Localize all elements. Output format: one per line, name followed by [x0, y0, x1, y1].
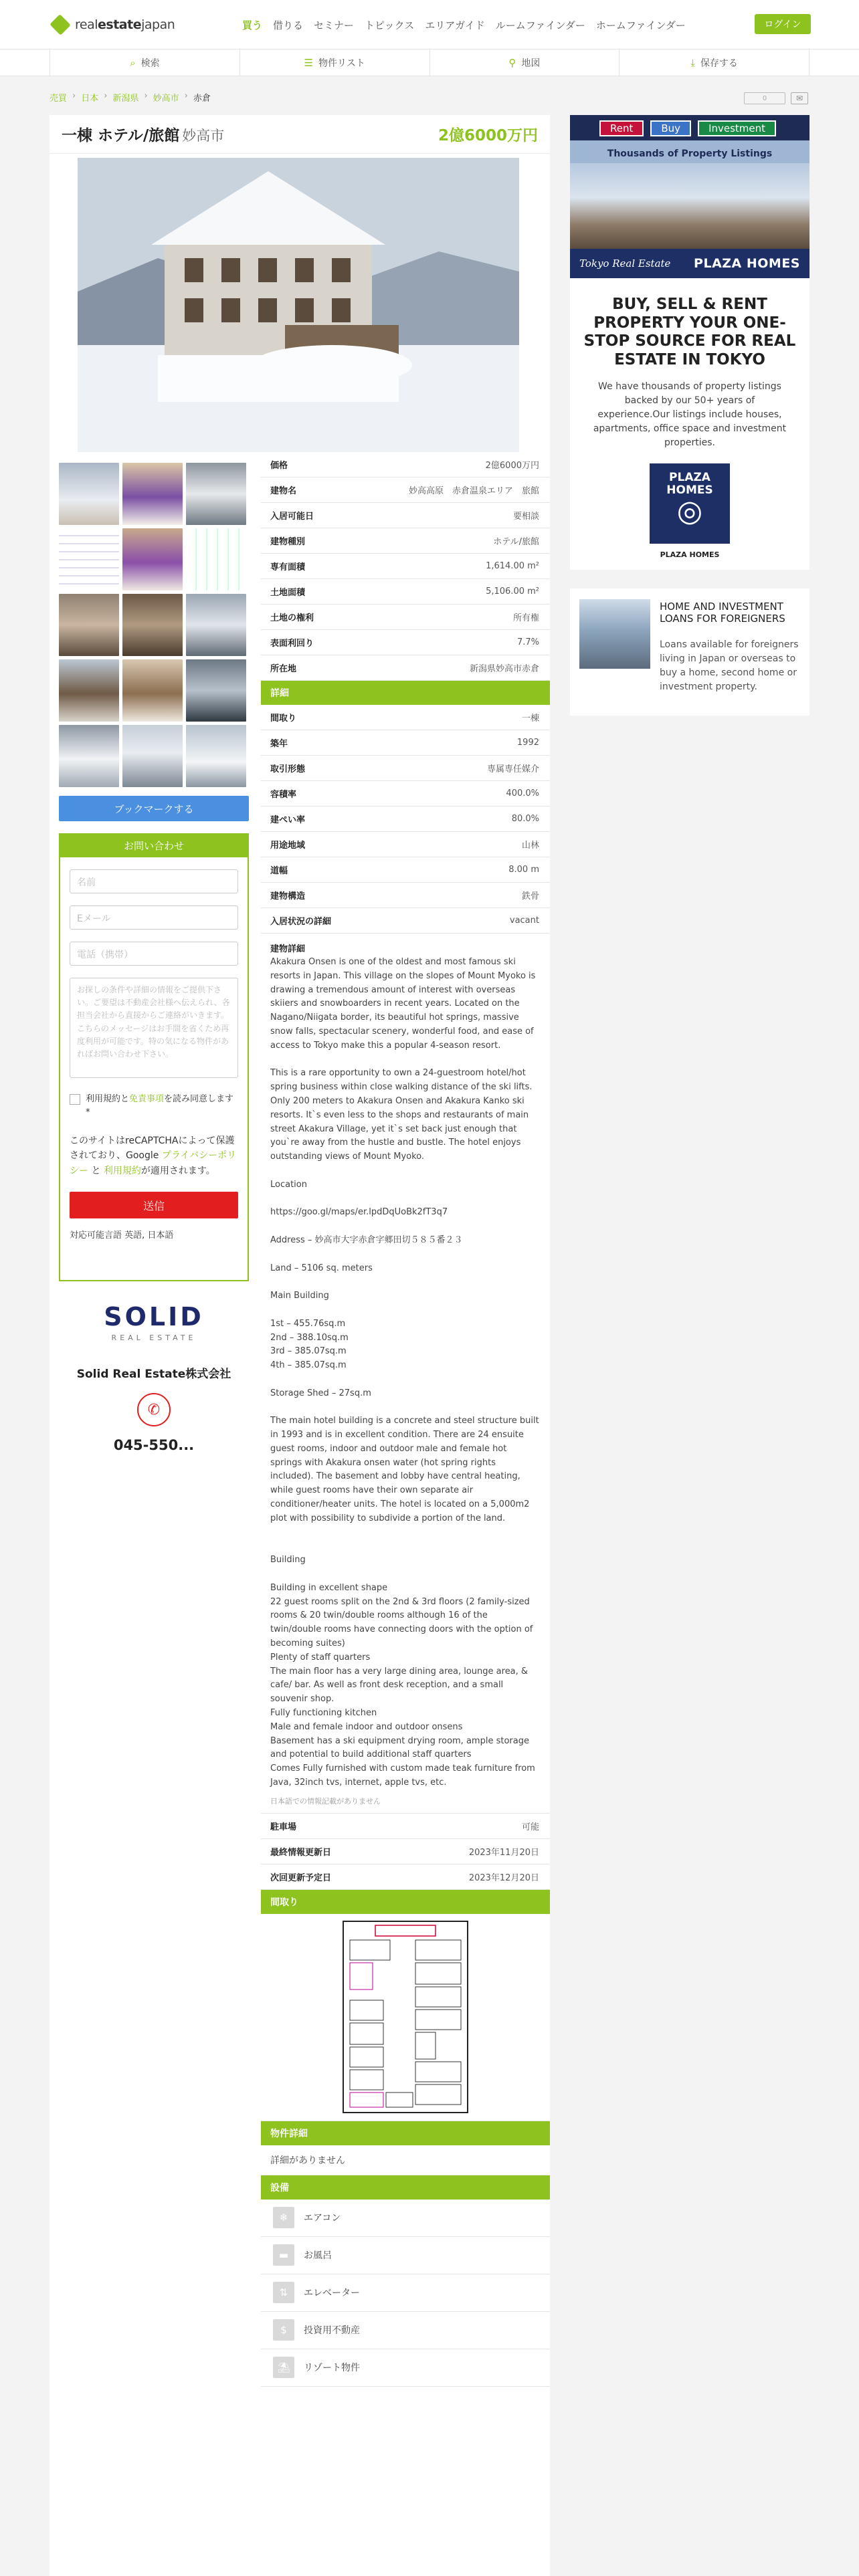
detail-row	[261, 730, 550, 756]
detail-row	[261, 832, 550, 857]
feature-item: ❄ エアコン	[261, 2199, 550, 2237]
detail-row	[261, 554, 550, 579]
agent-card	[59, 1299, 249, 1453]
agent-logo[interactable]	[94, 1299, 214, 1346]
feature-item: ⛱ リゾート物件	[261, 2349, 550, 2387]
detail-row	[261, 781, 550, 807]
detail-row	[261, 807, 550, 832]
loan-ad-body: Loans available for foreigners living in Japan or overseas to buy a home, second home or investment property.	[660, 639, 799, 692]
phone-field[interactable]: 電話（携帯）	[70, 942, 238, 966]
detail-row	[261, 1839, 550, 1864]
detail-row	[261, 579, 550, 605]
detail-key: 駐車場	[270, 1822, 297, 1832]
detail-value: 新潟県妙高市赤倉	[469, 664, 539, 674]
contact-form	[59, 833, 249, 1281]
description-note: 日本語での情報記載がありません	[261, 1796, 550, 1814]
nav-item-topics[interactable]: トピックス	[365, 19, 415, 31]
nav-item-seminar[interactable]: セミナー	[314, 19, 355, 31]
gallery-thumbnail[interactable]	[186, 463, 246, 525]
detail-value: 7.7%	[516, 637, 539, 647]
svg-text:SOLID: SOLID	[104, 1302, 204, 1331]
nav-item-home-finder[interactable]: ホームファインダー	[595, 19, 686, 31]
agent-name: Solid Real Estate株式会社	[76, 1368, 231, 1381]
detail-key: 道幅	[270, 866, 288, 876]
share-bar	[744, 92, 808, 104]
main-photo[interactable]	[78, 158, 519, 452]
gallery-thumbnail[interactable]	[59, 659, 119, 722]
svg-text:REAL ESTATE: REAL ESTATE	[111, 1333, 197, 1342]
detail-value: 5,106.00 m²	[486, 586, 539, 597]
detail-key: 取引形態	[270, 764, 306, 774]
detail-key: 所在地	[270, 664, 297, 674]
loan-ad-image	[579, 599, 650, 669]
resort-icon: ⛱	[273, 2357, 294, 2378]
detail-key: 間取り	[270, 714, 297, 724]
feature-item: ▬ お風呂	[261, 2237, 550, 2274]
detail-key: 築年	[270, 739, 288, 749]
detail-key: 土地面積	[270, 588, 306, 598]
ad-tab-rent[interactable]: Rent	[599, 120, 644, 136]
detail-key: 専有面積	[270, 562, 306, 572]
phone-icon[interactable]: ✆	[137, 1393, 171, 1426]
listing-price: 2億6000万円	[438, 127, 538, 144]
detail-key: 容積率	[270, 790, 297, 800]
detail-value: 80.0%	[511, 814, 539, 824]
detail-value: 要相談	[512, 512, 539, 522]
detail-value: 妙高高原 赤倉温泉エリア 旅館	[408, 486, 539, 496]
gallery-thumbnail[interactable]	[186, 659, 246, 722]
detail-value: 2023年12月20日	[468, 1872, 539, 1883]
detail-value: 一棟	[521, 714, 539, 724]
detail-row	[261, 857, 550, 883]
breadcrumb-item[interactable]: 日本	[81, 94, 99, 104]
detail-key: 土地の権利	[270, 613, 314, 623]
ad-headline: BUY, SELL & RENT PROPERTY YOUR ONE-STOP SOURCE FOR REAL ESTATE IN TOKYO	[583, 296, 796, 368]
nav-item-rent[interactable]: 借りる	[273, 19, 304, 31]
detail-value: 鉄骨	[521, 891, 539, 901]
detail-key: 入居状況の詳細	[270, 917, 332, 927]
property-details	[261, 452, 550, 2387]
detail-value: 400.0%	[506, 788, 539, 798]
tool-search[interactable]: ⌕ 検索	[50, 49, 240, 76]
detail-key: 建物種別	[270, 537, 306, 547]
detail-row	[261, 883, 550, 908]
detail-key: 入居可能日	[270, 512, 314, 522]
ad-logo-caption: PLAZA HOMES	[660, 550, 720, 560]
detail-key: 用途地域	[270, 841, 306, 851]
thumbnail-gallery	[59, 463, 246, 787]
main-nav	[242, 18, 686, 32]
breadcrumb-item[interactable]: 新潟県	[112, 94, 139, 104]
detail-key: 建物構造	[270, 891, 306, 901]
privacy-link[interactable]: プライバシーポリシー	[70, 1150, 237, 1176]
detail-value: 専属専任媒介	[486, 764, 539, 774]
detail-value: ホテル/旅館	[493, 537, 539, 547]
detail-row	[261, 655, 550, 681]
email-field[interactable]: Eメール	[70, 905, 238, 930]
snowflake-icon: ❄	[273, 2207, 294, 2228]
page-title: 一棟 ホテル/旅館 妙高市	[62, 127, 225, 144]
terms-checkbox[interactable]	[70, 1094, 80, 1105]
listing-header	[50, 115, 550, 154]
loan-ad-title: HOME AND INVESTMENT LOANS FOR FOREIGNERS	[660, 601, 785, 625]
elevator-icon: ⇅	[273, 2282, 294, 2303]
gallery-thumbnail[interactable]	[186, 528, 246, 591]
search-icon: ⌕	[130, 56, 136, 69]
bookmark-button[interactable]: ブックマークする	[59, 796, 249, 821]
mail-icon[interactable]: ✉	[791, 92, 808, 104]
breadcrumb-item[interactable]: 妙高市	[153, 94, 179, 104]
detail-row	[261, 528, 550, 554]
detail-key: 次回更新予定日	[270, 1872, 332, 1883]
nav-item-room-finder[interactable]: ルームファインダー	[495, 19, 585, 31]
feature-item: $ 投資用不動産	[261, 2312, 550, 2349]
section-header-equipment: 設備	[261, 2175, 550, 2199]
site-logo[interactable]: realestatejapan	[50, 15, 175, 35]
detail-value: vacant	[509, 916, 539, 926]
detail-row	[261, 756, 550, 781]
agent-phone[interactable]: 045-550...	[113, 1437, 195, 1453]
terms-agreement: 利用規約と免責事項を読み同意します *	[70, 1093, 238, 1119]
detail-value: 2023年11月20日	[468, 1847, 539, 1858]
list-icon: ☰	[304, 56, 313, 69]
detail-value: 山林	[521, 841, 539, 851]
follow-button[interactable]: 0	[744, 92, 785, 104]
detail-key: 最終情報更新日	[270, 1847, 332, 1858]
detail-value: 2億6000万円	[485, 461, 539, 471]
breadcrumb-current: 赤倉	[193, 94, 211, 104]
section-header-floorplan: 間取り	[261, 1890, 550, 1914]
download-icon: ⤓	[690, 56, 695, 69]
gallery-thumbnail[interactable]	[122, 463, 183, 525]
ad-body: We have thousands of property listings backed by our 50+ years of experience.Our listings include houses, apartments, office space and investment properties.	[593, 381, 787, 449]
logo-mark-icon	[50, 14, 71, 35]
message-field[interactable]: お探しの条件や詳細の情報をご提供下さい。ご要望は不動産会社様へ伝えられ、各担当会社から直接からご連絡がいきます。こちらのメッセージはお手間を省くため再度利用が可能です。特の気になる物件があればお問い合わせ下さい。	[70, 978, 238, 1078]
floor-plan-image[interactable]	[261, 1914, 550, 2121]
detail-key: 表面利回り	[270, 639, 314, 649]
loan-ad[interactable]	[570, 588, 809, 716]
login-button[interactable]: ログイン	[755, 14, 811, 34]
nav-item-buy[interactable]: 買う	[242, 19, 263, 31]
name-field[interactable]: 名前	[70, 869, 238, 893]
tool-listing[interactable]: ☰ 物件リスト	[240, 49, 430, 76]
detail-value: 1,614.00 m²	[486, 561, 539, 571]
search-toolbar	[0, 49, 859, 76]
detail-row	[261, 452, 550, 477]
breadcrumb-item[interactable]: 売買	[50, 94, 68, 104]
gallery-thumbnail[interactable]	[186, 594, 246, 656]
ad-image	[570, 163, 809, 249]
gallery-thumbnail[interactable]	[122, 659, 183, 722]
ad-tagline: Thousands of Property Listings	[607, 148, 773, 159]
bath-icon: ▬	[273, 2244, 294, 2266]
detail-value: 1992	[516, 738, 539, 748]
top-header	[0, 0, 859, 49]
section-header-property: 物件詳細	[261, 2121, 550, 2145]
submit-button[interactable]: 送信	[70, 1192, 238, 1218]
detail-row	[261, 1864, 550, 1890]
detail-row	[261, 630, 550, 655]
tool-map[interactable]: ⚲ 地図	[430, 49, 620, 76]
section-header-detail: 詳細	[261, 681, 550, 705]
tool-save[interactable]: ⤓ 保存する	[619, 49, 809, 76]
globe-icon: ◎	[676, 494, 703, 528]
ad-tab-investment[interactable]: Investment	[698, 120, 776, 136]
plaza-homes-ad[interactable]: Rent Buy Investment Thousands of Property Listings Tokyo Real Estate PLAZA HOMES BUY, SELL & RENT PROPERTY YOUR ONE-STOP SOURCE FOR REAL ESTATE IN TOKYO We have thousands of property listings backed by our 50+ years of experience.Our listings include houses, apartments, office space and investment properties. PLAZA HOMES ◎ PLAZA HOMES	[570, 115, 809, 570]
nav-item-area-guide[interactable]: エリアガイド	[425, 19, 485, 31]
property-description: Akakura Onsen is one of the oldest and most famous ski resorts in Japan. This village on the slopes of Mount Myoko is drawing a tremendous amount of interest with overseas skiiers and snowboarders in recent years. Located on the Nagano/Niigata border, its beautiful hot springs, massive snow falls, spectacular scenery, wonderful food, and ease of access to Tokyo make this a popular 4-season resort. This is a rare opportunity to own a 24-guestroom hotel/hot spring business within close walking distance of the ski lifts. Only 200 meters to Akakura Onsen and Akakura Kanko ski resorts. It`s even less to the shops and restaurants of main street Akakura Village, yet it`s set back just enough that you`re away from the hustle and bustle. The hotel enjoys outstanding views of Mount Myoko. Location https://goo.gl/maps/er.lpdDqUoBk2fT3q7 Address – 妙高市大字赤倉字郷田切５８５番２３ Land – 5106 sq. meters Main Building 1st – 455.76sq.m 2nd – 388.10sq.m 3rd – 385.07sq.m 4th – 385.07sq.m Storage Shed – 27sq.m The main hotel building is a concrete and steel structure built in 1993 and is in excellent condition. There are 24 ensuite guest rooms, indoor and outdoor male and female hot springs with Akakura onsen water (hot spring rights included). The basement and lobby have central heating, while guest rooms have their own separate air conditioner/heater units. The hotel is located on a 5,000m2 plot with possibility to subdivide a portion of the land. Building Building in excellent shape 22 guest rooms split on the 2nd & 3rd floors (2 family-sized rooms & 20 twin/double rooms although 16 of the twin/double rooms have connecting doors with the option of becoming suites) Plenty of staff quarters The main floor has a very large dining area, lounge area, & cafe/ bar. As well as front desk reception, and a small souvenir shop. Fully functioning kitchen Male and female indoor and outdoor onsens Basement has a ski equipment drying room, ample storage and potential to build additional staff quarters Comes Fully furnished with custom made teak furniture from Java, 32inch tvs, internet, apple tvs, etc.	[270, 957, 539, 1788]
gallery-thumbnail[interactable]	[122, 528, 183, 591]
detail-key: 建ぺい率	[270, 815, 306, 825]
plaza-homes-logo: PLAZA HOMES ◎	[650, 463, 730, 544]
detail-row	[261, 605, 550, 630]
gallery-thumbnail[interactable]	[59, 463, 119, 525]
breadcrumb: 売買 › 日本 › 新潟県 › 妙高市 › 赤倉	[50, 91, 211, 104]
detail-row	[261, 705, 550, 730]
detail-value: 所有権	[512, 613, 539, 623]
disclaimer-link[interactable]: 免責事項	[129, 1094, 165, 1104]
gallery-thumbnail[interactable]	[122, 594, 183, 656]
detail-row	[261, 1814, 550, 1839]
gallery-thumbnail[interactable]	[186, 725, 246, 787]
gallery-thumbnail[interactable]	[122, 725, 183, 787]
dollar-icon: $	[273, 2319, 294, 2341]
detail-row	[261, 908, 550, 934]
terms-link[interactable]: 利用規約	[103, 1165, 141, 1176]
detail-value: 可能	[521, 1822, 539, 1832]
map-pin-icon: ⚲	[508, 56, 516, 69]
description-label: 建物詳細	[270, 944, 306, 954]
gallery-thumbnail[interactable]	[59, 594, 119, 656]
recaptcha-notice: このサイトはreCAPTCHAによって保護されており、Google プライバシーポリシー と 利用規約が適用されます。	[70, 1136, 237, 1176]
property-detail-none: 詳細がありません	[261, 2145, 550, 2175]
supported-languages: 対応可能言語 英語, 日本語	[70, 1230, 174, 1241]
detail-value: 8.00 m	[508, 865, 539, 875]
detail-row	[261, 477, 550, 503]
gallery-thumbnail[interactable]	[59, 725, 119, 787]
gallery-thumbnail[interactable]	[59, 528, 119, 591]
ad-tab-buy[interactable]: Buy	[650, 120, 691, 136]
feature-item: ⇅ エレベーター	[261, 2274, 550, 2312]
contact-form-heading: お問い合わせ	[59, 833, 249, 857]
detail-key: 価格	[270, 461, 288, 471]
detail-key: 建物名	[270, 486, 297, 496]
listing-main	[50, 115, 550, 2576]
detail-row	[261, 503, 550, 528]
